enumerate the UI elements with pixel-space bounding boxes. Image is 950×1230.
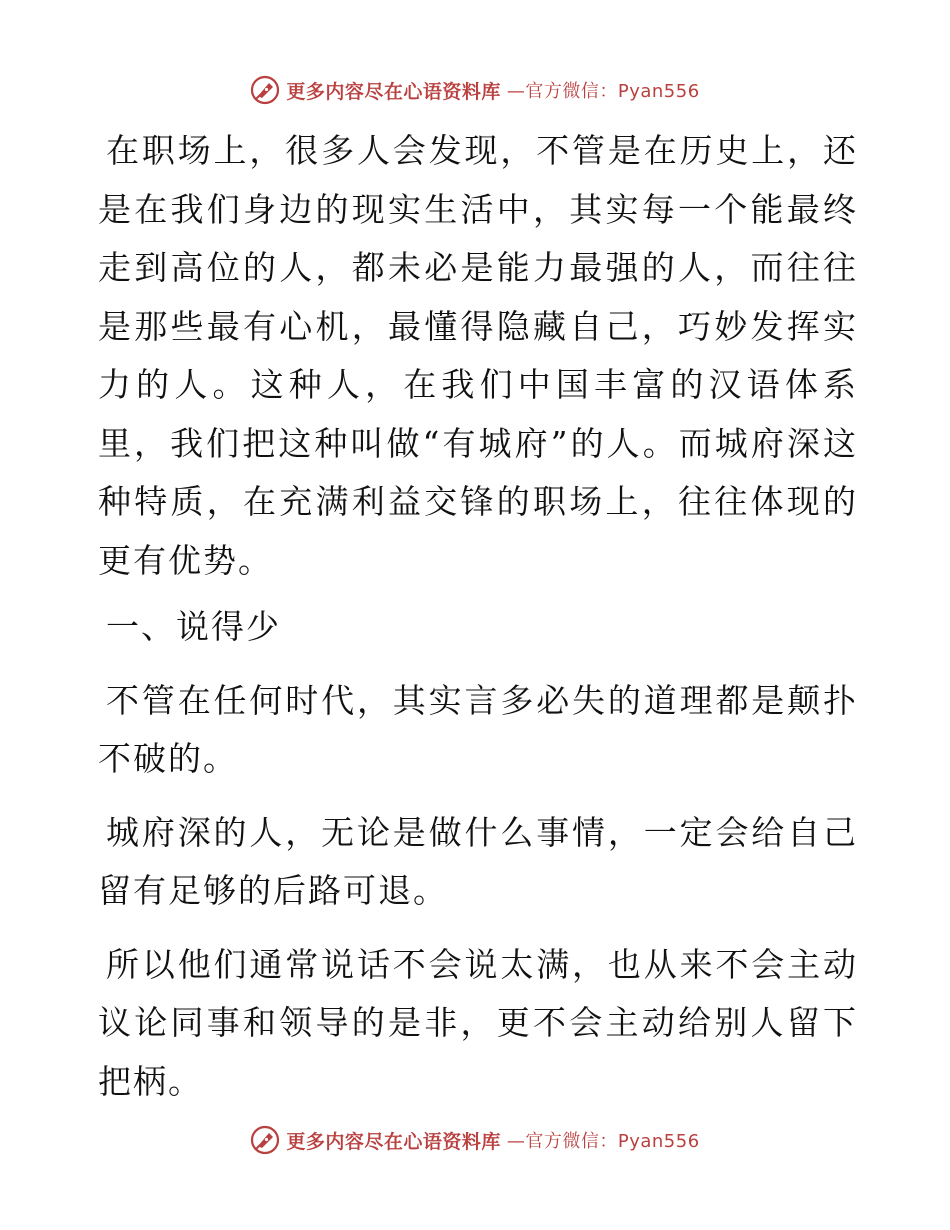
banner-wechat-text: —官方微信：Pyan556 xyxy=(506,81,700,102)
banner-main-text: 更多内容尽在心语资料库 xyxy=(286,80,501,103)
section-heading: 一、说得少 xyxy=(106,607,281,646)
paragraph: 不管在任何时代，其实言多必失的道理都是颠扑不破的。 xyxy=(98,680,858,778)
paragraph: 所以他们通常说话不会说太满，也从来不会主动议论同事和领导的是非，更不会主动给别人留下把柄。 xyxy=(98,944,858,1101)
banner-wechat-text: —官方微信：Pyan556 xyxy=(506,1131,700,1152)
pen-nib-logo-icon xyxy=(250,75,280,105)
pen-nib-logo-icon xyxy=(250,1125,280,1155)
intro-paragraph: 在职场上，很多人会发现，不管是在历史上，还是在我们身边的现实生活中，其实每一个能最终走到高位的人，都未必是能力最强的人，而往往是那些最有心机，最懂得隐藏自己，巧妙发挥实力的人。这种人，在我们中国丰富的汉语体系里，我们把这种叫做“有城府”的人。而城府深这种特质，在充满利益交锋的职场上，往往体现的更有优势。 xyxy=(98,131,858,580)
header-banner xyxy=(0,70,950,110)
document-body xyxy=(98,122,858,1111)
paragraph: 城府深的人，无论是做什么事情，一定会给自己留有足够的后路可退。 xyxy=(98,812,858,910)
banner-main-text: 更多内容尽在心语资料库 xyxy=(286,1130,501,1153)
footer-banner xyxy=(0,1120,950,1160)
